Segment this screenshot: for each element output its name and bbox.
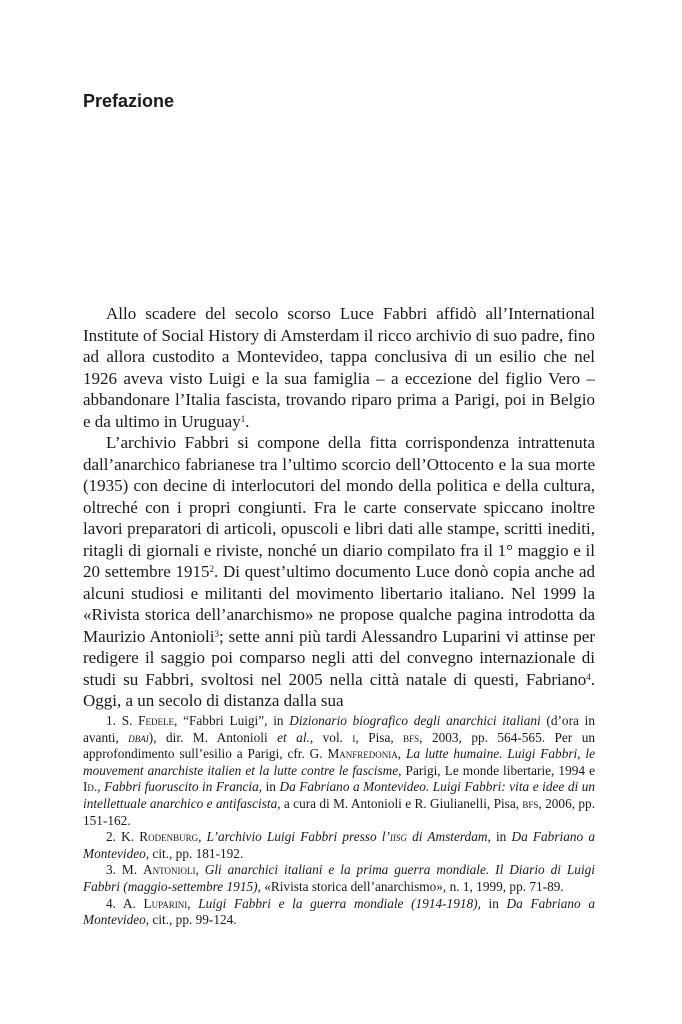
note-reference: 3 (214, 628, 219, 639)
text-run: , Pisa, (355, 729, 404, 745)
italic-run: Da Fabriano a Montevideo. Luigi Fabbri: vita e idee di un intellettuale anarchico e antifascista (83, 779, 595, 811)
italic-small-caps-run: dbai (128, 729, 149, 745)
page-title: Prefazione (83, 91, 175, 111)
small-caps-run: bfs (403, 729, 420, 745)
note-reference: 1 (240, 413, 246, 424)
text-run: . Di quest’ultimo documento Luce donò copia anche ad alcuni studiosi e militanti del movimento libertario italiano. Nel 1999 la «Rivista storica dell’anarchismo» ne propose qualche pagina introdotta da Maurizio Antonioli (83, 562, 595, 646)
footnotes (83, 713, 595, 929)
text-run: , «Rivista storica dell’anarchismo», n. 1, 1999, pp. 71-89. (257, 878, 564, 894)
footnote (83, 829, 595, 862)
text-run: , (198, 829, 207, 845)
text-run: , (195, 862, 205, 878)
text-run: ), dir. M. Antonioli (148, 729, 278, 745)
paragraph (83, 303, 595, 432)
italic-run: Gli anarchici italiani e la prima guerra mondiale. Il Diario di Luigi Fabbri (maggio-settembre 1915) (83, 862, 595, 894)
body-text (83, 303, 595, 712)
text-run: 3. M. (106, 862, 144, 878)
italic-run: Luigi Fabbri e la guerra mondiale (1914-1918) (198, 895, 478, 911)
text-run: , in (477, 895, 507, 911)
note-reference: 2 (209, 564, 215, 575)
text-run: Allo scadere del secolo scorso Luce Fabbri affidò all’International Institute of Social History di Amsterdam il ricco archivio di suo padre, fino ad allora custodito a Montevideo, tappa conclusiva di un esilio che nel 1926 aveva visto Luigi e la sua famiglia – a eccezione del figlio Vero – abbandonare l’Italia fascista, trovando riparo prima a Parigi, poi in Belgio e da ultimo in Uruguay (83, 304, 595, 431)
footnote (83, 713, 595, 829)
text-run: , in (258, 779, 280, 795)
small-caps-run: Manfredonia (327, 746, 398, 762)
text-run: , (187, 895, 199, 911)
text-run: , cit., pp. 181-192. (145, 845, 244, 861)
text-run: , in (487, 829, 512, 845)
italic-run: La lutte humaine. Luigi Fabbri, le mouvement anarchiste italien et la lutte contre le fascisme (83, 746, 595, 778)
text-run: . (245, 411, 250, 431)
text-run: (d’ora in avanti, (83, 713, 595, 745)
text-run: , “Fabbri Luigi”, in (174, 713, 290, 728)
text-run: , a cura di M. Antonioli e R. Giulianelli, Pisa, (277, 795, 523, 811)
footnote (83, 862, 595, 895)
text-run: 4. A. (106, 895, 144, 911)
small-caps-run: i (352, 729, 356, 745)
text-run: . Oggi, a un secolo di distanza dalla sua (83, 669, 595, 710)
text-run: , Parigi, Le monde libertarie, 1994 e (398, 762, 595, 778)
small-caps-run: Id. (83, 779, 98, 795)
text-run: , (97, 779, 105, 795)
italic-run: et al. (277, 729, 310, 745)
italic-run: Fabbri fuoruscito in Francia (104, 779, 259, 795)
text-run: 2. K. (106, 829, 140, 845)
footnote (83, 896, 595, 929)
small-caps-run: bfs (522, 795, 539, 811)
text-run: L’archivio Fabbri si compone della fitta corrispondenza intrattenuta dall’anarchico fabrianese tra l’ultimo scorcio dell’Ottocento e la sua morte (1935) con decine di interlocutori del mondo della politica e della cultura, oltreché con i propri congiunti. Fra le carte conservate spiccano inoltre lavori preparatori di articoli, opuscoli e libri dati alle stampe, scritti inediti, ritagli di giornali e riviste, nonché un diario compilato fra il 1° maggio e il 20 settembre 1915 (83, 433, 595, 581)
text-run: , 2003, pp. 564-565. Per un approfondimento sull’esilio a Parigi, cfr. G. (83, 729, 595, 762)
italic-run: Da Fabriano a Montevideo (83, 829, 595, 861)
small-caps-run: Antonioli (143, 862, 196, 878)
text-run: , 2006, pp. 151-162. (83, 795, 596, 828)
italic-run: L’archivio Luigi Fabbri presso l’ (206, 829, 390, 845)
italic-run: Da Fabriano a Montevideo (83, 895, 595, 928)
text-run: , cit., pp. 99-124. (145, 912, 237, 928)
small-caps-run: Rodenburg (139, 829, 199, 845)
note-reference: 4 (586, 671, 591, 682)
text-run: , vol. (309, 729, 353, 745)
paragraph (83, 432, 595, 712)
small-caps-run: Luparini (143, 895, 188, 911)
italic-run: Dizionario biografico degli anarchici italiani (289, 713, 541, 728)
text-run: ; sette anni più tardi Alessandro Luparini vi attinse per redigere il saggio poi comparso negli atti del convegno internazionale di studi su Fabbri, svoltosi nel 2005 nella città natale di questi, Fabriano (83, 626, 595, 689)
small-caps-run: Fedele (138, 713, 175, 728)
text-run: , (397, 746, 406, 762)
italic-small-caps-run: iisg (389, 829, 407, 845)
text-run: 1. S. (106, 713, 139, 728)
italic-run: di Amsterdam (406, 829, 488, 845)
